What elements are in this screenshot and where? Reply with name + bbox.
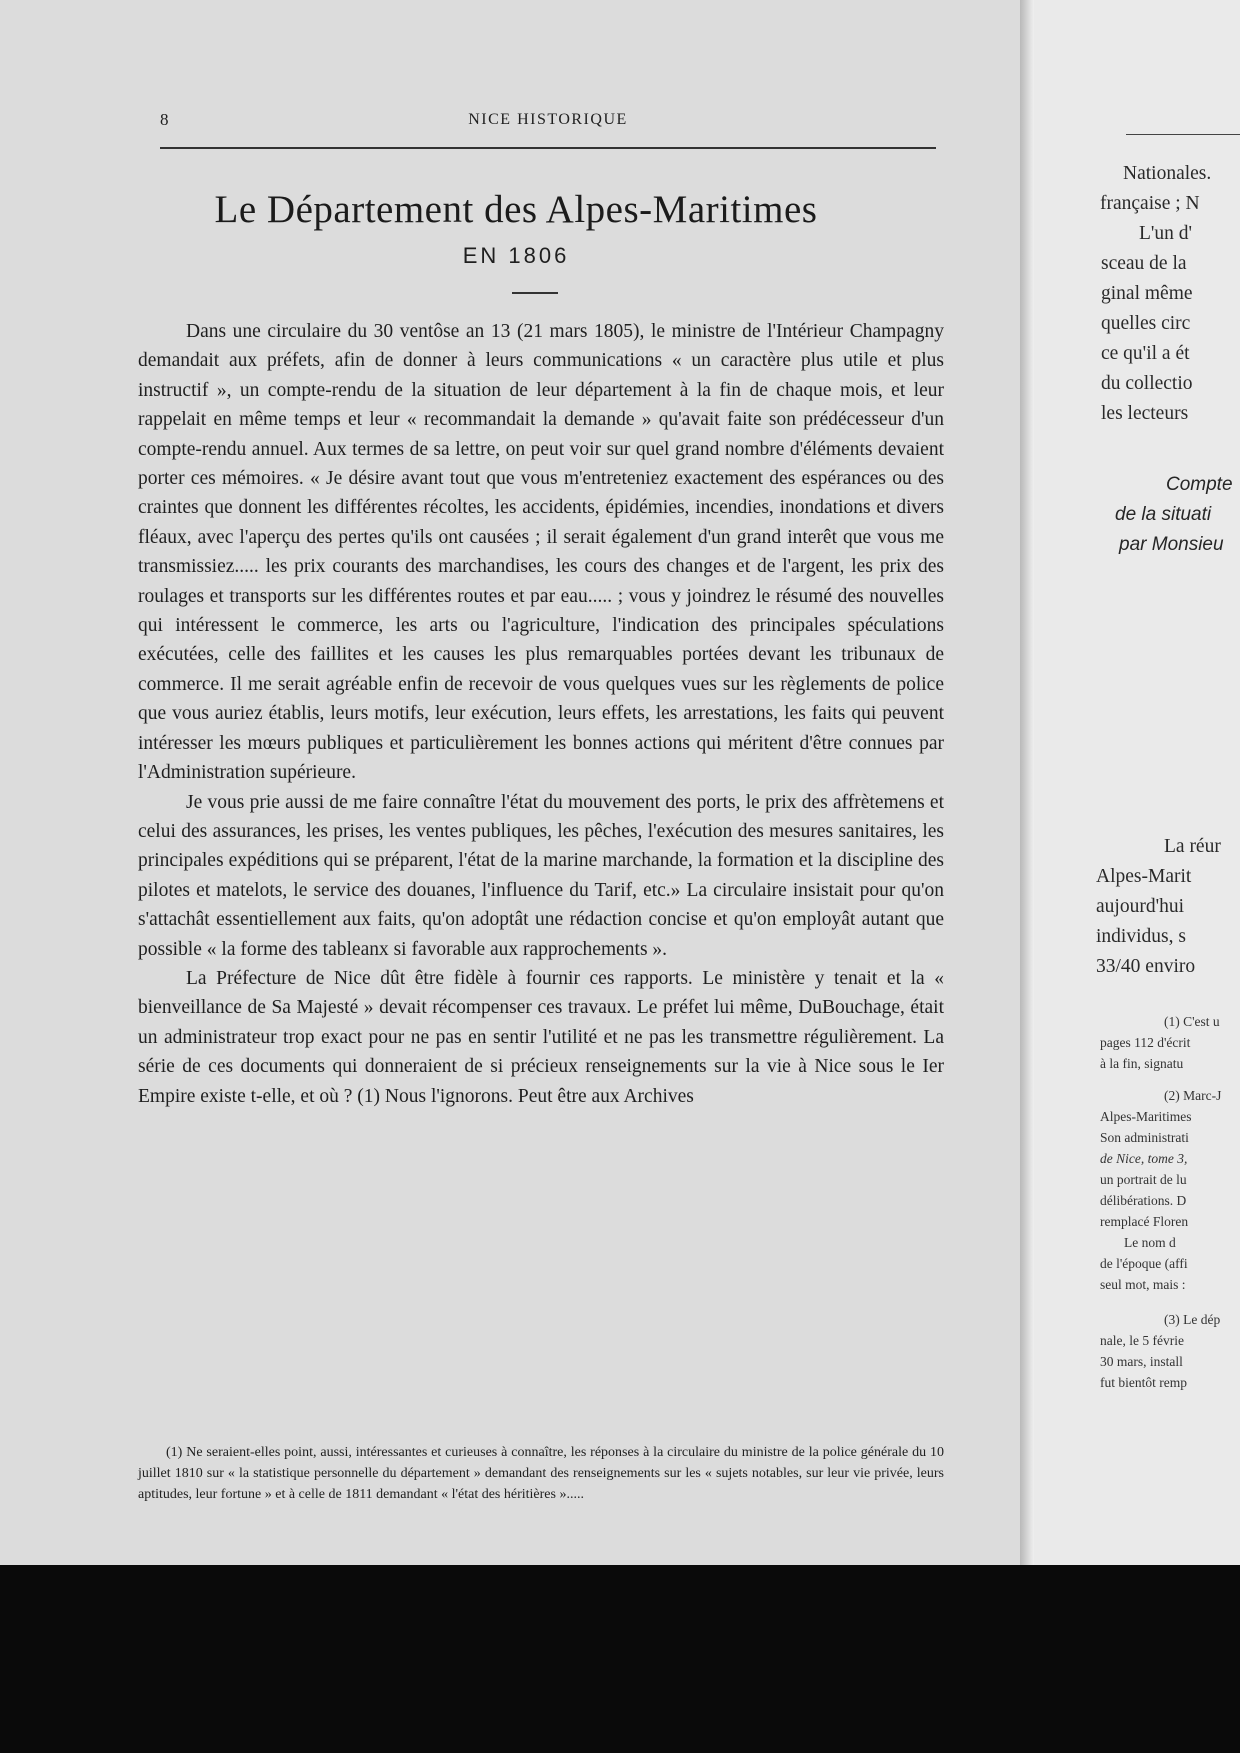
right-footnote-line: pages 112 d'écrit xyxy=(1100,1035,1191,1050)
title-rule xyxy=(512,292,558,294)
right-footnote-line: de Nice, tome 3, xyxy=(1100,1151,1188,1166)
header-rule xyxy=(160,147,936,149)
right-italic-line: de la situati xyxy=(1115,504,1212,525)
right-line: les lecteurs xyxy=(1101,403,1189,424)
footnote-text: (1) Ne seraient-elles point, aussi, intéressantes et curieuses à connaître, les réponses à la circulaire du ministre de la police générale du 10 juillet 1810 sur « la statistique personnelle du département » demandant des renseignements sur les « sujets notables, sur leur vie privée, leurs aptitudes, leur fortune » et à celle de 1811 demandant « l'état des héritières »..... xyxy=(138,1445,944,1502)
right-footnote-line: (2) Marc-J xyxy=(1164,1088,1222,1103)
scan-background xyxy=(0,1565,1240,1753)
right-line: Alpes-Marit xyxy=(1096,866,1192,887)
footnote xyxy=(138,1442,944,1505)
page-header xyxy=(160,110,936,140)
right-line: individus, s xyxy=(1096,926,1186,947)
right-footnote-line: (1) C'est u xyxy=(1164,1014,1220,1029)
right-footnote-line: de l'époque (affi xyxy=(1100,1256,1188,1271)
right-footnote-line: à la fin, signatu xyxy=(1100,1056,1184,1071)
right-line: quelles circ xyxy=(1101,313,1191,334)
right-footnote-line: Le nom d xyxy=(1124,1235,1176,1250)
book-gutter xyxy=(1020,0,1034,1565)
right-line: L'un d' xyxy=(1139,223,1193,244)
right-line: ce qu'il a ét xyxy=(1101,343,1190,364)
right-footnote-line: 30 mars, install xyxy=(1100,1354,1183,1369)
right-line: Nationales. xyxy=(1123,163,1212,184)
right-line: La réur xyxy=(1164,836,1221,857)
article-title: Le Département des Alpes-Maritimes xyxy=(214,188,818,231)
right-footnote-line: Son administrati xyxy=(1100,1130,1189,1145)
right-line: du collectio xyxy=(1101,373,1193,394)
right-italic-line: par Monsieu xyxy=(1119,534,1224,555)
right-line: ginal même xyxy=(1101,283,1193,304)
right-footnote-line: Alpes-Maritimes xyxy=(1100,1109,1192,1124)
paragraph: Dans une circulaire du 30 ventôse an 13 (21 mars 1805), le ministre de l'Intérieur Champagny demandait aux préfets, afin de donner à leurs communications « un caractère plus utile et plus instructif », un compte-rendu de la situation de leur département à la fin de chaque mois, et leur rappelait en même temps et leur « recommandait la demande » qu'avait faite son prédécesseur d'un compte-rendu annuel. Aux termes de sa lettre, on peut voir sur quel grand nombre d'éléments devaient porter ces mémoires. « Je désire avant tout que vous m'entreteniez exactement des espérances ou des craintes que donnent les différentes récoltes, les accidents, épidémies, incendies, inondations et divers fléaux, avec l'aperçu des pertes qu'ils ont causées ; il serait également d'un grand interêt que vous me transmissiez..... les prix courants des marchandises, les cours des changes et de l'argent, les prix des roulages et transports sur les différentes routes et par eau..... ; vous y joindrez le résumé des nouvelles qui intéressent le commerce, les arts ou l'agriculture, l'indication des principales spéculations exécutées, celle des faillites et les causes les plus remarquables portées devant les tribunaux de commerce. Il me serait agréable enfin de recevoir de vous quelques vues sur les règlements de police que vous auriez établis, leurs motifs, leur exécution, leurs effets, les arrestations, les faits qui peuvent intéresser les mœurs publiques et particulièrement les bonnes actions qui méritent d'être connues par l'Administration supérieure. xyxy=(138,321,944,784)
right-footnote-line: nale, le 5 févrie xyxy=(1100,1333,1184,1348)
article-subtitle: EN 1806 xyxy=(462,243,570,268)
right-line: sceau de la xyxy=(1101,253,1187,274)
right-italic-line: Compte xyxy=(1166,474,1233,495)
right-line: française ; N xyxy=(1100,193,1200,214)
paragraph: Je vous prie aussi de me faire connaître l'état du mouvement des ports, le prix des affrètemens et celui des assurances, les prises, les ventes publiques, les pêches, l'exécution des mesures sanitaires, les principales expéditions qui se préparent, l'état de la marine marchande, la formation et la discipline des pilotes et matelots, le service des douanes, l'influence du Tarif, etc.» La circulaire insistait pour qu'on s'attachât essentiellement aux faits, qu'on adoptât une rédaction concise et qu'on employât autant que possible « la forme des tableanx si favorable aux rapprochements ». xyxy=(138,791,944,960)
right-line: aujourd'hui xyxy=(1096,896,1184,917)
running-head: NICE HISTORIQUE xyxy=(468,111,628,128)
right-footnote-line: remplacé Floren xyxy=(1100,1214,1189,1229)
right-footnote-line: seul mot, mais : xyxy=(1100,1277,1186,1292)
paragraph: La Préfecture de Nice dût être fidèle à fournir ces rapports. Le ministère y tenait et la « bienveillance de Sa Majesté » devait récompenser ces travaux. Le préfet lui même, DuBouchage, était un administrateur trop exact pour ne pas en sentir l'utilité et ne pas les transmettre régulièrement. La série de ces documents qui donneraient de si précieux renseignements sur la vie à Nice sous le Ier Empire existe t-elle, et où ? (1) Nous l'ignorons. Peut être aux Archives xyxy=(138,967,944,1107)
page-number: 8 xyxy=(160,110,169,129)
right-footnote-line: fut bientôt remp xyxy=(1100,1375,1187,1390)
article-body xyxy=(138,317,944,1111)
right-page-fragment xyxy=(1034,0,1240,1565)
right-header-rule xyxy=(1126,134,1240,135)
right-footnote-line: délibérations. D xyxy=(1100,1193,1187,1208)
right-footnote-line: un portrait de lu xyxy=(1100,1172,1187,1187)
right-footnote-line: (3) Le dép xyxy=(1164,1312,1221,1327)
right-line: 33/40 enviro xyxy=(1096,956,1196,977)
